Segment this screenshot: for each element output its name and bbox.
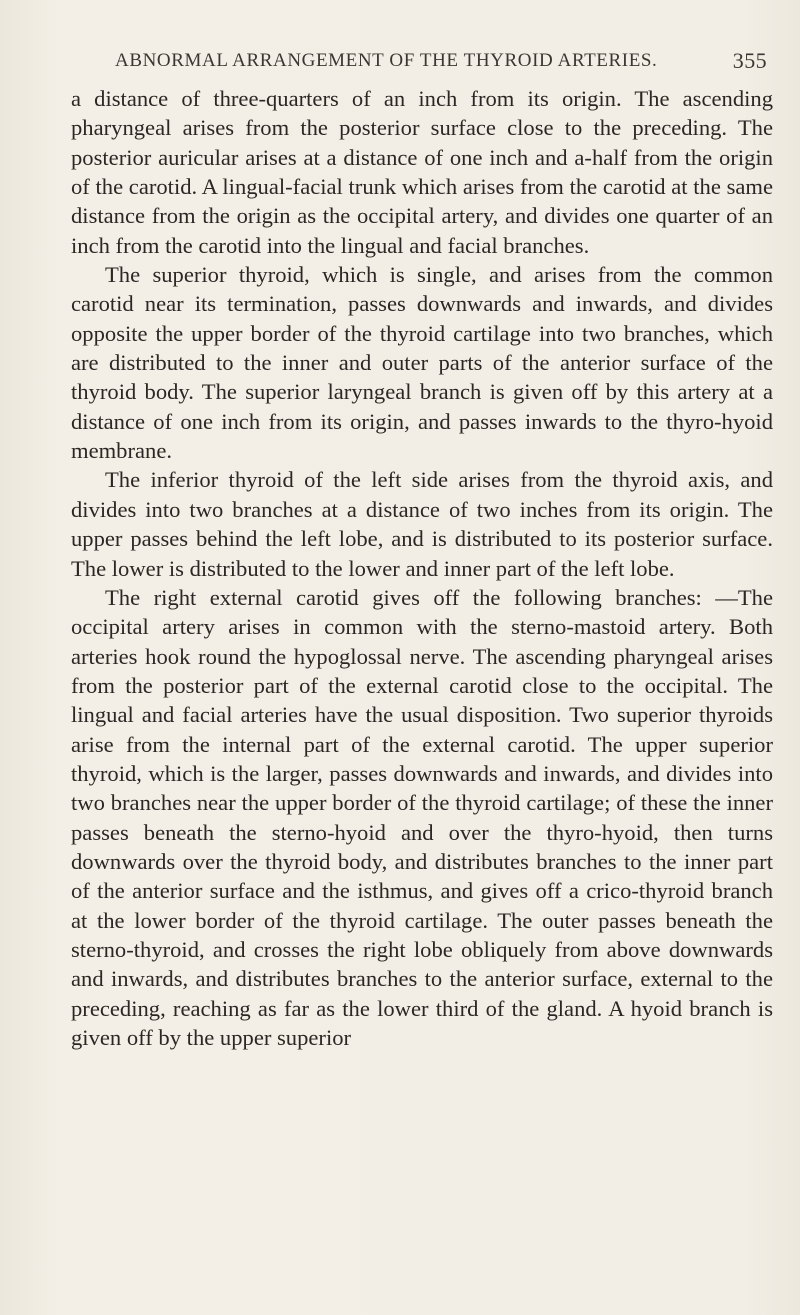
- paragraph: The right external carotid gives off the following branches: —The occipital artery arises in common with the sterno-mastoid artery. Both arteries hook round the hypoglossal nerve. The ascending pharyngeal arises from the posterior part of the external carotid close to the occipital. The lingual and facial arteries have the usual disposition. Two superior thyroids arise from the internal part of the external carotid. The upper superior thyroid, which is the larger, passes downwards and inwards, and divides into two branches near the upper border of the thyroid cartilage; of these the inner passes beneath the sterno-hyoid and over the thyro-hyoid, then turns downwards over the thyroid body, and distributes branches to the inner part of the anterior surface and the isthmus, and gives off a crico-thyroid branch at the lower border of the thyroid cartilage. The outer passes beneath the sterno-thyroid, and crosses the right lobe obliquely from above downwards and inwards, and distributes branches to the anterior surface, external to the preceding, reaching as far as the lower third of the gland. A hyoid branch is given off by the upper superior: [71, 584, 773, 1050]
- running-head: [115, 50, 767, 80]
- paragraph: a distance of three-quarters of an inch from its origin. The ascending pharyngeal arises from the posterior surface close to the preceding. The posterior auricular arises at a distance of one inch and a-half from the origin of the carotid. A lingual-facial trunk which arises from the carotid at the same distance from the origin as the occipital artery, and divides one quarter of an inch from the carotid into the lingual and facial branches.: [71, 86, 773, 258]
- running-title: ABNORMAL ARRANGEMENT OF THE THYROID ARTERIES.: [115, 50, 658, 71]
- page-number: 355: [732, 48, 767, 73]
- body-text: [71, 84, 773, 1052]
- paragraph: The superior thyroid, which is single, and arises from the common carotid near its termination, passes downwards and inwards, and divides opposite the upper border of the thyroid cartilage into two branches, which are distributed to the inner and outer parts of the anterior surface of the thyroid body. The superior laryngeal branch is given off by this artery at a distance of one inch from its origin, and passes inwards to the thyro-hyoid membrane.: [71, 262, 773, 464]
- paragraph: The inferior thyroid of the left side arises from the thyroid axis, and divides into two branches at a distance of two inches from its origin. The upper passes behind the left lobe, and is distributed to its posterior surface. The lower is distributed to the lower and inner part of the left lobe.: [71, 467, 773, 581]
